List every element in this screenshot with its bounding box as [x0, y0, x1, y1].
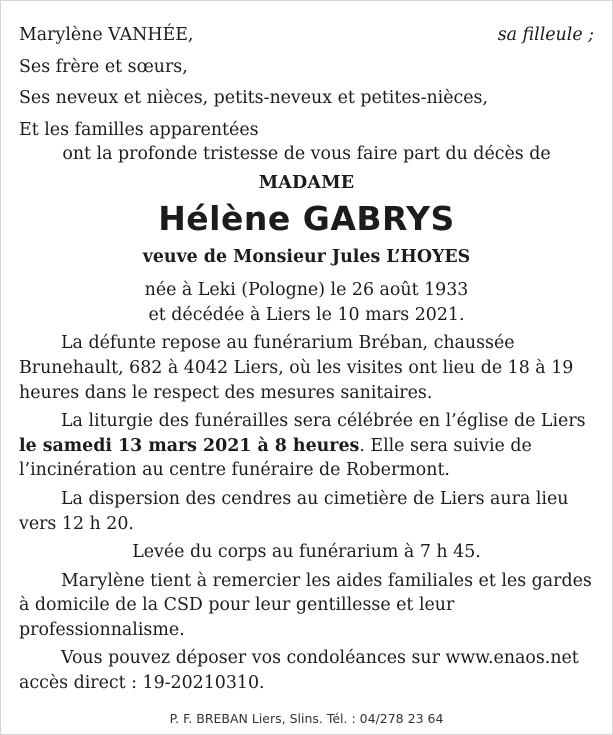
nephews-line: Ses neveux et nièces, petits-neveux et petites-nièces, — [19, 88, 488, 109]
liturgy-text-end: . Elle sera suivie de l’incinération au centre funéraire de Robermont. — [19, 435, 532, 481]
funeral-home-footer: P. F. BREBAN Liers, Slins. Tél. : 04/278 23 64 — [169, 711, 444, 726]
first-line — [19, 23, 594, 48]
relative-relation: sa filleule ; — [497, 25, 594, 45]
families-line: Et les familles apparentées — [19, 119, 259, 140]
paragraph-condolences: Vous pouvez déposer vos condoléances sur www.enaos.net accès direct : 19-20210310. — [19, 648, 579, 694]
siblings-line: Ses frère et sœurs, — [19, 56, 188, 77]
paragraph-departure: Levée du corps au funérarium à 7 h 45. — [132, 542, 481, 563]
announcement-line: ont la profonde tristesse de vous faire part du décès de — [62, 144, 551, 165]
paragraph-ashes: La dispersion des cendres au cimetière de Liers aura lieu vers 12 h 20. — [19, 488, 569, 534]
deceased-name: Hélène GABRYS — [158, 198, 455, 238]
paragraph-liturgy — [19, 409, 594, 483]
paragraph-thanks: Marylène tient à remercier les aides familiales et les gardes à domicile de la CSD pour leur gentillesse et leur professionnalisme. — [19, 570, 592, 640]
widow-of: veuve de Monsieur Jules L’HOYES — [142, 246, 471, 267]
liturgy-text-start: La liturgie des funérailles sera célébrée en l’église de Liers — [61, 411, 586, 432]
relative-name: Marylène VANHÉE, — [19, 25, 194, 45]
liturgy-date: le samedi 13 mars 2021 à 8 heures — [19, 435, 360, 456]
paragraph-viewing: La défunte repose au funérarium Bréban, chaussée Brunehault, 682 à 4042 Liers, où les visites ont lieu de 18 à 19 heures dans le respect des mesures sanitaires. — [19, 333, 574, 403]
birth-info: née à Leki (Pologne) le 26 août 1933 — [144, 280, 469, 301]
deceased-title: MADAME — [258, 172, 355, 193]
death-info: et décédée à Liers le 10 mars 2021. — [148, 304, 465, 325]
